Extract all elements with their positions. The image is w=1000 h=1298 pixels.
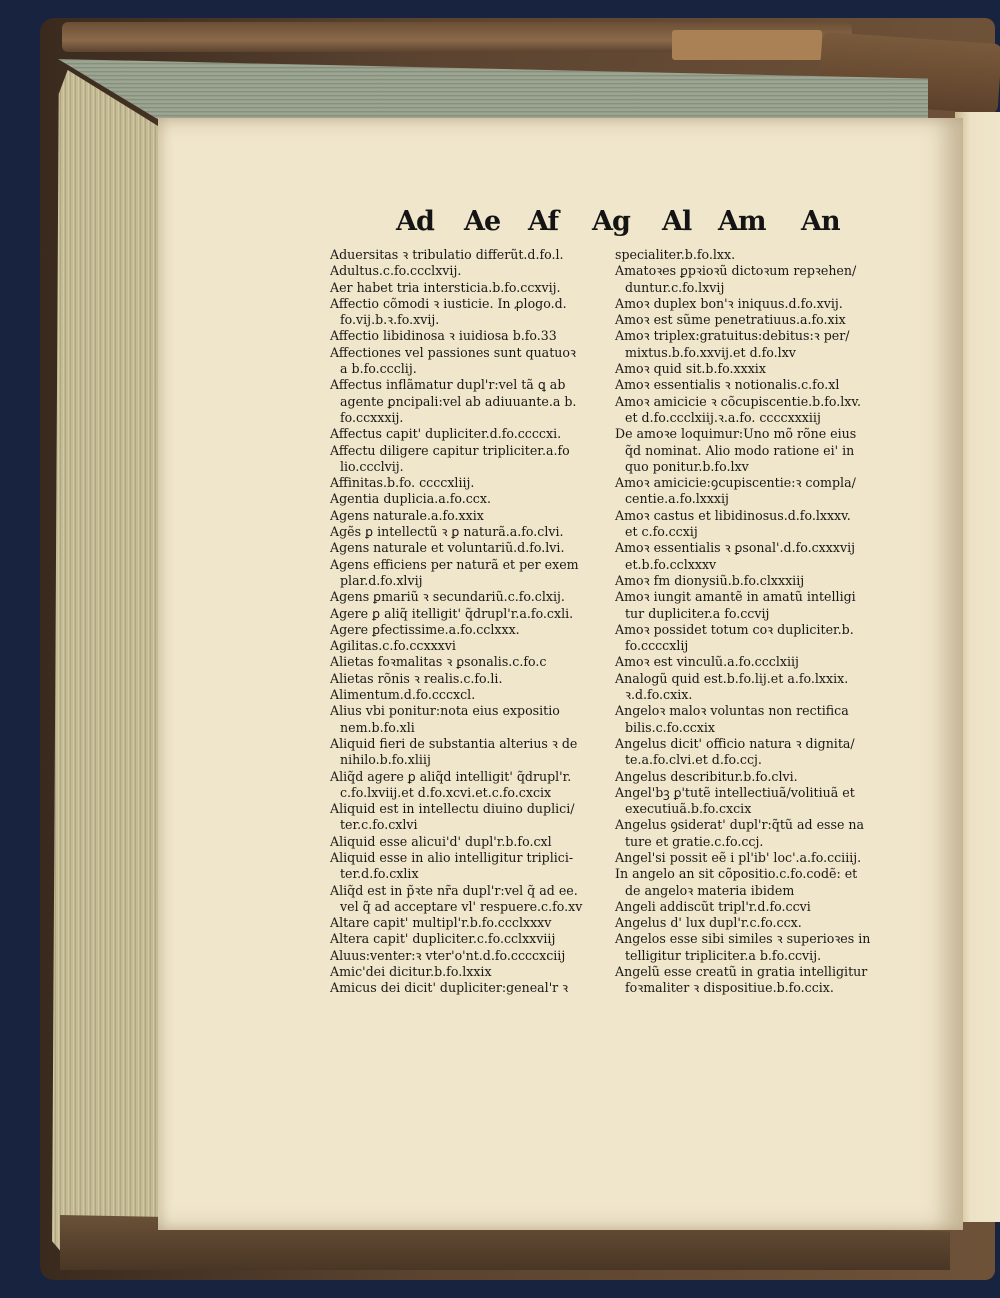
index-entry-continuation: tur dupliciter.a fo.ccvij [625, 605, 770, 621]
index-entry-line: Agẽs ꝑ intellectũ ꝛ ꝑ naturã.a.fo.clvi. [330, 524, 564, 540]
index-entry-line: Alimentum.d.fo.cccxcl. [330, 687, 476, 703]
index-entry [330, 769, 605, 802]
index-entry-line: Alietas foꝛmalitas ꝛ ꝑsonalis.c.fo.c [330, 654, 547, 670]
index-entry-line: Affectu diligere capitur tripliciter.a.fo [330, 442, 570, 458]
header-letter: Ad [396, 206, 434, 237]
index-entry [615, 736, 887, 769]
index-entry [615, 589, 887, 622]
index-entry-continuation: foꝛmaliter ꝛ dispositiue.b.fo.ccix. [625, 980, 834, 996]
index-entry [615, 312, 887, 328]
index-entry-line: Alietas rõnis ꝛ realis.c.fo.li. [330, 670, 503, 686]
index-entry [615, 426, 887, 475]
index-entry-continuation: agente ꝑncipali:vel ab adiuuante.a b. [340, 393, 577, 409]
index-entry-continuation: ꝛ.d.fo.cxix. [625, 687, 693, 703]
index-entry [330, 850, 605, 883]
index-entry [615, 654, 887, 670]
index-entry [615, 540, 887, 573]
index-entry-line: Amoꝛ iungit amantẽ in amatũ intelligi [615, 589, 856, 605]
index-entry [330, 915, 605, 931]
index-entry-line: Agens naturale et voluntariũ.d.fo.lvi. [330, 540, 565, 556]
index-entry-continuation: lio.ccclvij. [340, 458, 404, 474]
index-entry [615, 361, 887, 377]
index-entry [330, 736, 605, 769]
index-entry [330, 931, 605, 947]
index-entry-continuation: ter.c.fo.cxlvi [340, 817, 418, 833]
index-entry-line: Angel'bꝫ ꝑ'tutẽ intellectiuã/volitiuã et [615, 784, 855, 800]
index-entry [330, 508, 605, 524]
index-entry [330, 606, 605, 622]
index-entry-line: Amoꝛ amicicie ꝛ cõcupiscentie.b.fo.lxv. [615, 393, 862, 409]
index-entry-line: Amoꝛ amicicie:ꝯcupiscentie:ꝛ compla/ [615, 475, 856, 491]
index-entry [615, 703, 887, 736]
index-entry-line: Aluus:venter:ꝛ vter'o'nt.d.fo.ccccxciij [330, 947, 566, 963]
index-entry [330, 524, 605, 540]
index-entry-line: Agens naturale.a.fo.xxix [330, 507, 484, 523]
header-letter: Al [662, 206, 692, 237]
index-entry-line: Amoꝛ quid sit.b.fo.xxxix [615, 361, 766, 377]
index-entry-continuation: ter.d.fo.cxlix [340, 866, 419, 882]
header-letter: An [801, 206, 840, 237]
index-entry-continuation: duntur.c.fo.lxvij [625, 279, 725, 295]
index-entry [615, 475, 887, 508]
index-entry-line: Agere ꝑ aliq̃ itelligit' q̃drupl'r.a.fo.cxli. [330, 605, 574, 621]
index-entry-line: Aliquid est in intellectu diuino duplici/ [330, 801, 575, 817]
page-fore-edges [52, 70, 164, 1265]
index-entry-continuation: te.a.fo.clvi.et d.fo.ccj. [625, 752, 762, 768]
index-entry-line: Amoꝛ est sũme penetratiuus.a.fo.xix [615, 312, 846, 328]
index-entry-continuation: executiuã.b.fo.cxcix [625, 801, 752, 817]
index-entry-line: Amoꝛ essentialis ꝛ ꝑsonal'.d.fo.cxxxvij [615, 540, 856, 556]
index-entry-line: Altare capit' multipl'r.b.fo.ccclxxxv [330, 915, 552, 931]
index-entry-line: Adultus.c.fo.ccclxvij. [330, 263, 462, 279]
index-entry-line: Angelos esse sibi similes ꝛ superioꝛes in [615, 931, 871, 947]
index-entry-line: Aliquid esse in alio intelligitur triplici- [330, 849, 574, 865]
index-entry-line: Angelus dicit' officio natura ꝛ dignita/ [615, 735, 855, 751]
index-entry-continuation: centie.a.fo.lxxxij [625, 491, 729, 507]
index-entry [330, 638, 605, 654]
index-entry-line: Affectio libidinosa ꝛ iuidiosa b.fo.33 [330, 328, 557, 344]
index-entry-line: Aliq̃d agere ꝑ aliq̃d intelligit' q̃drupl'r. [330, 768, 572, 784]
index-entry-continuation: fo.ccxxxij. [340, 409, 404, 425]
index-entry [615, 785, 887, 818]
index-entry [330, 671, 605, 687]
index-entry-line: specialiter.b.fo.lxx. [615, 247, 736, 262]
index-entry-line: Affectio cõmodi ꝛ iusticie. In ꝓlogo.d. [330, 295, 567, 311]
index-entry [330, 687, 605, 703]
index-entry-line: Affectus capit' dupliciter.d.fo.ccccxi. [330, 426, 562, 442]
index-entry [615, 622, 887, 655]
index-entry-line: Analogũ quid est.b.fo.lij.et a.fo.lxxix. [615, 670, 849, 686]
index-entry-line: Angelus ꝯsiderat' dupl'r:q̃tũ ad esse na [615, 817, 865, 833]
index-entry [330, 426, 605, 442]
index-entry-line: Angelũ esse creatũ in gratia intelligitur [615, 964, 868, 980]
index-entry [615, 915, 887, 931]
header-letter: Am [718, 206, 766, 237]
index-entry-continuation: et c.fo.ccxij [625, 524, 698, 540]
index-entry [330, 280, 605, 296]
index-entry-continuation: c.fo.lxviij.et d.fo.xcvi.et.c.fo.cxcix [340, 784, 552, 800]
index-entry-line: Amoꝛ triplex:gratuitus:debitus:ꝛ per/ [615, 328, 850, 344]
index-entry-continuation: ture et gratie.c.fo.ccj. [625, 833, 764, 849]
index-entry [330, 345, 605, 378]
index-entry-continuation: nem.b.fo.xli [340, 719, 415, 735]
index-entry-line: Angeloꝛ maloꝛ voluntas non rectifica [615, 703, 849, 719]
index-entry-line: Amoꝛ duplex bon'ꝛ iniquus.d.fo.xvij. [615, 295, 843, 311]
index-entry [330, 247, 605, 263]
index-entry-line: Amoꝛ essentialis ꝛ notionalis.c.fo.xl [615, 377, 840, 393]
index-entry [330, 328, 605, 344]
index-entry [330, 443, 605, 476]
index-entry-line: Angel'si possit eẽ i pl'ib' loc'.a.fo.cciiij. [615, 849, 862, 865]
index-entry [615, 899, 887, 915]
index-entry [330, 964, 605, 980]
index-entry [615, 263, 887, 296]
index-entry [615, 866, 887, 899]
index-entry-line: Aer habet tria intersticia.b.fo.ccxvij. [330, 279, 561, 295]
index-entry-line: Aliquid fieri de substantia alterius ꝛ de [330, 735, 578, 751]
index-entry [330, 491, 605, 507]
index-entry [330, 980, 605, 996]
index-entry [615, 377, 887, 393]
index-entry [615, 508, 887, 541]
index-entry-line: De amoꝛe loquimur:Uno mõ rõne eius [615, 426, 857, 442]
index-entry [615, 247, 887, 263]
index-entry-line: Affectus inflãmatur dupl'r:vel tã ꝗ ab [330, 377, 566, 393]
index-entry [330, 883, 605, 916]
index-entry-line: Angelus d' lux dupl'r.c.fo.ccx. [615, 915, 802, 931]
index-entry-continuation: plar.d.fo.xlvij [340, 572, 423, 588]
index-entry-line: Angelus describitur.b.fo.clvi. [615, 768, 798, 784]
index-entry [615, 817, 887, 850]
index-entry [330, 703, 605, 736]
index-entry [615, 573, 887, 589]
index-column-right [615, 247, 887, 997]
header-letter: Ag [592, 206, 630, 237]
index-entry-line: Amoꝛ possidet totum coꝛ dupliciter.b. [615, 621, 854, 637]
index-entry-line: Angeli addiscũt tripl'r.d.fo.ccvi [615, 898, 811, 914]
index-entry-continuation: bilis.c.fo.ccxix [625, 719, 716, 735]
index-entry-line: Amoꝛ castus et libidinosus.d.fo.lxxxv. [615, 507, 851, 523]
index-entry-line: Amoꝛ est vinculũ.a.fo.ccclxiij [615, 654, 799, 670]
index-entry-line: Alius vbi ponitur:nota eius expositio [330, 703, 560, 719]
index-entry-continuation: et d.fo.ccclxiij.ꝛ.a.fo. ccccxxxiij [625, 409, 821, 425]
index-entry-line: Amicus dei dicit' dupliciter:geneal'r ꝛ [330, 980, 569, 996]
index-entry [615, 671, 887, 704]
index-entry [615, 296, 887, 312]
index-entry-line: Aliquid esse alicui'd' dupl'r.b.fo.cxl [330, 833, 552, 849]
index-entry-continuation: vel q̃ ad acceptare vl' respuere.c.fo.xv [340, 898, 583, 914]
index-entry [615, 328, 887, 361]
index-entry [615, 931, 887, 964]
index-entry [330, 801, 605, 834]
index-entry [615, 769, 887, 785]
index-entry-line: Amatoꝛes ꝑpꝛioꝛũ dictoꝛum repꝛehen/ [615, 263, 857, 279]
index-entry [330, 540, 605, 556]
index-entry-line: In angelo an sit cõpositio.c.fo.codẽ: et [615, 866, 858, 882]
index-entry-line: Aduersitas ꝛ tribulatio differũt.d.fo.l. [330, 247, 564, 262]
index-entry [330, 557, 605, 590]
index-entry [330, 622, 605, 638]
spine-tape [672, 30, 822, 60]
index-entry-line: Agilitas.c.fo.ccxxxvi [330, 638, 456, 654]
index-entry [615, 964, 887, 997]
index-entry-continuation: q̃d nominat. Alio modo ratione ei' in [625, 442, 855, 458]
index-entry-continuation: nihilo.b.fo.xliij [340, 752, 431, 768]
index-entry [330, 263, 605, 279]
index-entry-continuation: quo ponitur.b.fo.lxv [625, 458, 749, 474]
index-header [396, 206, 846, 246]
index-entry [330, 834, 605, 850]
index-column-left [330, 247, 605, 997]
index-entry [330, 377, 605, 426]
header-letter: Af [528, 206, 559, 237]
index-entry-line: Amoꝛ fm dionysiũ.b.fo.clxxxiij [615, 572, 805, 588]
index-entry-continuation: et.b.fo.cclxxxv [625, 556, 717, 572]
index-entry [615, 394, 887, 427]
index-entry-continuation: fo.vij.b.ꝛ.fo.xvij. [340, 312, 440, 328]
index-entry-continuation: telligitur tripliciter.a b.fo.ccvij. [625, 947, 822, 963]
index-entry-line: Affinitas.b.fo. ccccxliij. [330, 475, 475, 491]
index-entry-line: Aliq̃d est in p̃ꝛte nr̃a dupl'r:vel q̃ ad ee. [330, 882, 578, 898]
index-entry [330, 654, 605, 670]
index-entry-continuation: a b.fo.ccclij. [340, 361, 417, 377]
index-entry-line: Amic'dei dicitur.b.fo.lxxix [330, 964, 492, 980]
index-entry-line: Agere ꝑfectissime.a.fo.cclxxx. [330, 621, 520, 637]
index-entry-continuation: de angeloꝛ materia ibidem [625, 882, 795, 898]
index-entry-continuation: mixtus.b.fo.xxvij.et d.fo.lxv [625, 344, 796, 360]
index-entry-line: Agens efficiens per naturã et per exem [330, 556, 579, 572]
index-entry [615, 850, 887, 866]
index-entry-line: Affectiones vel passiones sunt quatuoꝛ [330, 344, 576, 360]
index-entry-continuation: fo.ccccxlij [625, 638, 689, 654]
index-entry-line: Altera capit' dupliciter.c.fo.cclxxviij [330, 931, 556, 947]
index-entry [330, 589, 605, 605]
index-entry [330, 296, 605, 329]
index-entry-line: Agens ꝑmariũ ꝛ secundariũ.c.fo.clxij. [330, 589, 565, 605]
index-entry [330, 475, 605, 491]
index-entry [330, 948, 605, 964]
header-letter: Ae [464, 206, 501, 237]
index-entry-line: Agentia duplicia.a.fo.ccx. [330, 491, 491, 507]
